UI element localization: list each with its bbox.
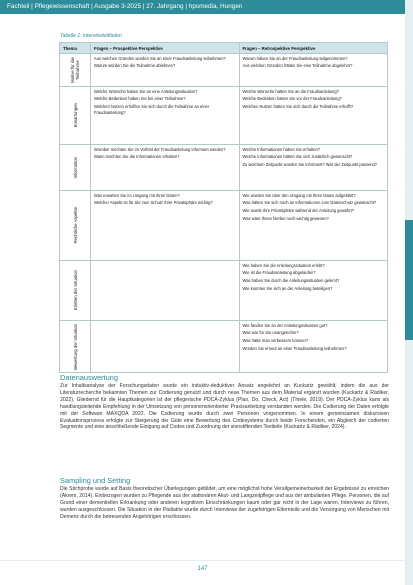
table-row	[60, 191, 388, 261]
retrospective-question: Wie konnten Sie sich an der Anleitung beteiligen?	[242, 286, 333, 292]
retrospective-question: Wie haben Sie die Anleitungssituation erlebt?	[242, 262, 325, 268]
row-theme-cell	[60, 145, 91, 191]
prospective-question: Was erwarten Sie im Umgang mit Ihren Daten?	[94, 192, 180, 198]
retrospective-questions-cell	[239, 54, 388, 87]
table-caption: Tabelle 1: Interviewleitfaden	[60, 33, 122, 39]
row-theme-label: Erwartungen	[72, 103, 78, 128]
section-title-datenauswertung: Datenauswertung	[60, 373, 118, 382]
retrospective-question: Was war für Sie unangenehm?	[242, 330, 299, 336]
retrospective-question: Wie fanden Sie an der Anleitungssituation gut?	[242, 322, 328, 328]
prospective-questions-cell	[91, 321, 240, 373]
section-title-sampling: Sampling und Setting	[60, 476, 131, 485]
retrospective-question: Wie wurden Sie über den Umgang mit Ihren Daten aufgeklärt?	[242, 192, 356, 198]
retrospective-question: Wie wurde Ihre Privatsphäre während der Anleitung gewahrt?	[242, 208, 355, 214]
retrospective-question: Was hätten Sie sich noch an Informationen zum Datenschutz gewünscht?	[242, 200, 377, 206]
footer-band	[0, 560, 405, 561]
section-body-sampling: Die Stichprobe wurde auf Basis theoretischer Überlegungen gebildet, um eine möglichst hohe Verallgemeinerbarkeit der Ergebnisse zu erreichen (Akrem, 2014). Einbezogen wurden zu Pflegende aus der stationären Akut- und Langzeitpflege und aus der ambulanten Pflege. Personen, die auf Grund einer dementiellen Erkrankung oder anderen kognitiven Einschränkungen kaum oder gar nicht in der Lage waren, Interviews zu führen, wurden ausgeschlossen. Die Situation in der Pädiatrie wurde durch Interviews der zugehörigen Elternteile und die Versorgung von Menschen mit Demenz durch die betreuenden Angehörigen erschlossen.	[60, 486, 389, 520]
prospective-questions-cell	[91, 54, 240, 87]
retrospective-question: Welche Bedenken hatten Sie vor der Fraudsanleitung?	[242, 96, 342, 102]
prospective-question: Welche Wünsche haben Sie an eine Anleitungssituation?	[94, 88, 198, 94]
retrospective-questions-cell	[239, 261, 388, 321]
row-theme-label: Rechtliche Aspekte	[72, 207, 78, 244]
prospective-question: Wann möchten Sie die Informationen erhalten?	[94, 154, 180, 160]
retrospective-question: Würden Sie erneut an einer Fraudsanleitung teilnehmen?	[242, 346, 347, 352]
table-header-row	[60, 43, 388, 54]
edge-tab-highlight	[405, 220, 413, 340]
retrospective-question: Welche Informationen haben Sie erhalten?	[242, 146, 321, 152]
row-theme-label: Erleben der Situation	[72, 270, 78, 311]
table-row	[60, 54, 388, 87]
row-theme-cell	[60, 54, 91, 87]
row-theme-cell	[60, 321, 91, 373]
section-body-datenauswertung: Zur Inhaltsanalyse der Forschungsdaten wurde ein induktiv-deduktiver Ansatz angelehnt an Kuckartz gewählt, indem die aus der Literaturrecherche bekannten Themen zur Codierung genutzt und durch neue Themen aus dem Material ergänzt wurden (Kuckartz & Rädiker, 2022). Gliedernd für die Hauptkategorien ist der pflegerische PDCA-Zyklus (Plan, Do, Check, Act) (Thiele, 2019). Der PDCA-Zyklus kann als handlungsleitende Empfehlung in der Umsetzung von personenorientierter Praxisanleitung verstanden werden. Die Codierung der Daten erfolgte mit der Software MAXQDA 2022. Die Codierung wurde durch zwei Personen vorgenommen. In einem gemeinsamen diskursiven Evaluationsprozess erfolgte zur Steigerung der Güte eine Bewertung des Codesystems durch beide Forschenden, ein Abgleich der codierten Segmente und eine anschließende Einigung auf Codes und Zuordnung der sinnstiftenden Textteile (Kuckartz & Rädiker, 2024).	[60, 383, 389, 431]
table-row	[60, 87, 388, 145]
column-header-retrospective: Fragen – Retrospektive Perspektive	[239, 43, 388, 54]
prospective-question: Warum würden Sie die Teilnahme ablehnen?	[94, 63, 176, 69]
row-theme-cell	[60, 191, 91, 261]
page-number: 147	[197, 566, 208, 572]
running-header: Fachteil | Pflegewissenschaft | Ausgabe 3-2025 | 27. Jahrgang | hpsmedia, Hungen	[0, 0, 405, 14]
row-theme-cell	[60, 261, 91, 321]
retrospective-question: Wie ist die Fraudsanleitung abgelaufen?	[242, 270, 316, 276]
column-header-prospective: Fragen – Prospektive Perspektive	[91, 43, 240, 54]
retrospective-question: Welche Wünsche hatten Sie an die Fraudsanleitung?	[242, 88, 339, 94]
retrospective-questions-cell	[239, 191, 388, 261]
prospective-question: Welcher Aspekt ist für Sie zum Schutz Ihrer Privatsphäre wichtig?	[94, 200, 213, 206]
row-theme-cell	[60, 87, 91, 145]
prospective-question: Aus welchen Gründen würden Sie an einer Fraudsanleitung teilnehmen?	[94, 55, 226, 61]
retrospective-questions-cell	[239, 145, 388, 191]
prospective-question: Welchen Nutzen erhoffen Sie sich durch die Teilnahme an einer Fraudsanleitung?	[94, 104, 210, 115]
table-row	[60, 145, 388, 191]
retrospective-question: Zu welchem Zeitpunkt wurden Sie informiert? War der Zeitpunkt passend?	[242, 162, 378, 168]
column-header-theme: Thema	[60, 43, 91, 54]
retrospective-question: Warum haben Sie an der Fraudsanleitung teilgenommen?	[242, 55, 348, 61]
row-theme-label: Bewertung der Situation	[72, 323, 78, 370]
retrospective-questions-cell	[239, 321, 388, 373]
row-theme-label: Information	[72, 156, 78, 179]
retrospective-question: Was haben Sie durch die Anleitungssituation gelernt?	[242, 278, 340, 284]
retrospective-questions-cell	[239, 87, 388, 145]
table-row	[60, 261, 388, 321]
retrospective-question: Was hätte man verbessern können?	[242, 338, 309, 344]
prospective-questions-cell	[91, 145, 240, 191]
retrospective-question: Welchen Nutzen hatten Sie sich durch die Teilnahme erhofft?	[242, 104, 354, 110]
edge-tab-marker	[405, 0, 413, 585]
prospective-questions-cell	[91, 261, 240, 321]
table-row	[60, 321, 388, 373]
retrospective-question: Aus welchen Gründen hätten Sie eine Teilnahme abgelehnt?	[242, 63, 353, 69]
prospective-questions-cell	[91, 87, 240, 145]
retrospective-question: Was wäre Ihnen hierbei noch wichtig gewesen?	[242, 216, 329, 222]
row-theme-label: Motive für die Teilnahme	[70, 57, 80, 83]
prospective-question: Welche Bedenken haben Sie bei einer Teilnahme?	[94, 96, 186, 102]
retrospective-question: Welche Informationen hätten Sie sich zusätzlich gewünscht?	[242, 154, 353, 160]
prospective-question: Worüber möchten Sie im Vorfeld der Fraudsanleitung informiert werden?	[94, 146, 226, 152]
interview-guide-table	[59, 42, 388, 373]
prospective-questions-cell	[91, 191, 240, 261]
